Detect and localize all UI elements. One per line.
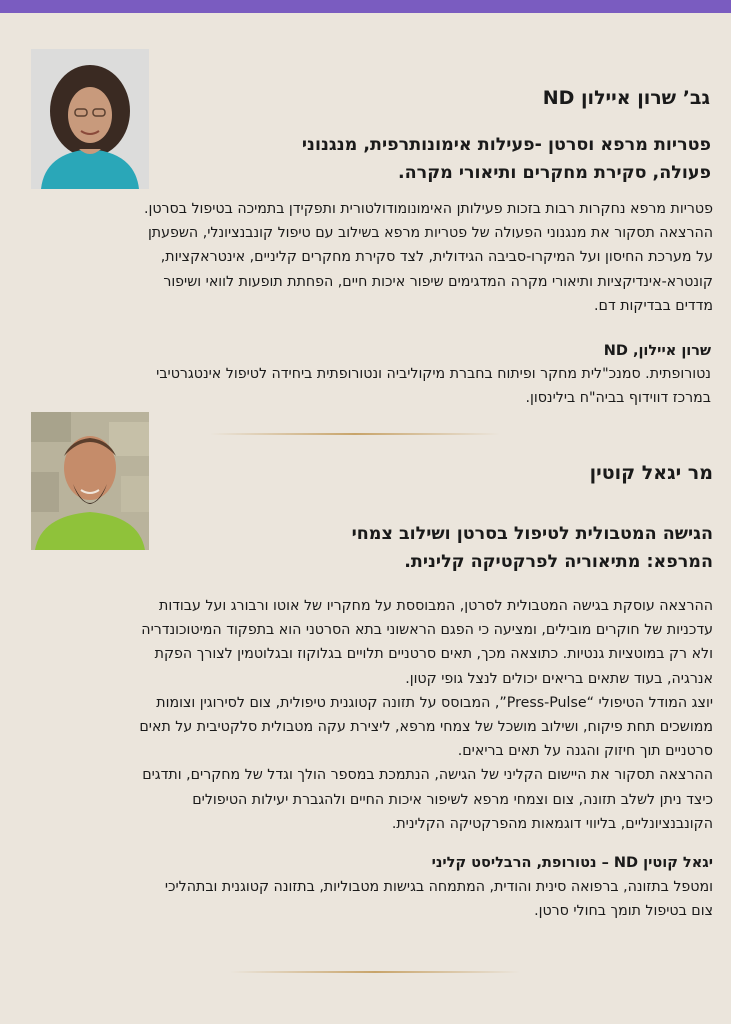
abstract-line: עדכניות של חוקרים מובילים, ומציעה כי הפגם הראשוני בתא הסרטני הוא בתפקוד המיטוכונדריה [141,622,713,639]
speaker-photo-yigal [31,412,149,550]
talk-title-line: הגישה המטבולית לטיפול בסרטן ושילוב צמחי [351,524,713,544]
section-divider [210,433,500,435]
abstract-line: ההרצאה תסקור את מנגנוני הפעולה של פטריות מרפא בשילוב עם טיפול קונבנציונלי, השפעתן [147,225,713,242]
bio-line: ומטפל בתזונה, ברפואה סינית והודית, המתמחה בגישות מטבוליות, בתזונה קטוגנית ובתהליכי [164,879,713,895]
abstract-line: ההרצאה תסקור את היישום הקליני של הגישה, הנתמכת במספר הולך וגדל של מחקרים, ותדגים [142,767,713,784]
abstract-line: ההרצאה עוסקת בגישה המטבולית לסרטן, המבוססת על מחקריו של אוטו ורבורג ועל עבודות [159,598,713,614]
abstract-line: קונטרא-אינדיקציות ותיאורי מקרה המדגימים שיפור איכות חיים, הפחתת תופעות לוואי ושיפור [163,273,713,290]
abstract-line: פטריות מרפא נחקרות רבות בזכות פעילותן האימונומודולטורית ותפקידן בתמיכה בטיפול בסרטן. [143,201,713,217]
abstract-line: כיצד ניתן לשלב תזונה, צום וצמחי מרפא לשיפור איכות החיים ולהגברת יעילות הטיפולים [192,791,713,808]
speaker-1-talk-title [191,131,711,187]
talk-title-line: המרפא: מתיאוריה לפרקטיקה קלינית. [404,552,713,572]
bio-line: במרכז דווידוף בביה"ח בילינסון. [525,390,711,407]
bio-line: צום בטיפול תומך בחולי סרטן. [534,903,713,920]
abstract-line: מדדים בבדיקות דם. [594,297,713,314]
speaker-1-name: גב’ שרון איילון ND [542,87,710,109]
abstract-line: ממושכים תחת פיקוח, ושילוב מושכל של צמחי מרפא, ליצירת עקה מטבולית סלקטיבית על תאים [139,719,713,736]
top-accent-bar [0,0,731,13]
speaker-2-abstract [19,594,713,836]
speaker-1-abstract [19,197,713,318]
abstract-line: ולא רק במוטציות גנטיות. כתוצאה מכך, תאים סרטניים תלויים בגלוקוז ובגלוטמין לצורך הפקת [154,646,713,663]
abstract-line: אנרגיה, בעוד שתאים בריאים יכולים לנצל גופי קטון. [405,670,713,687]
abstract-line: סרטניים תוך חיזוק והגנה על תאים בריאים. [457,743,713,760]
talk-title-line: פעולה, סקירת מחקרים ותיאורי מקרה. [398,163,711,183]
speaker-2-bio-heading: יגאל קוטין ND – נטורופת, הרבליסט קליני [431,855,713,871]
bio-line: נטורופתית. סמנכ"לית מחקר ופיתוח בחברת מיקוליביה ונטורופתית ביחידה לטיפול אינטגרטיבי [156,366,711,382]
speaker-2-bio [19,875,713,923]
talk-title-line: פטריות מרפא וסרטן -פעילות אימונותרפית, מנגנוני [301,135,711,155]
abstract-line: יוצג המודל הטיפולי “Press-Pulse”, המבוסס על תזונה קטוגנית טיפולית, צום לסירוגין וצומות [156,694,713,711]
abstract-line: על מערכת החיסון ועל המיקרו-סביבה הגידולית, לצד סקירת מחקרים קליניים, אינטראקציות, [160,249,713,266]
speaker-2-talk-title [233,520,713,576]
section-divider [230,971,520,973]
speaker-2-name: מר יגאל קוטין [589,462,713,484]
abstract-line: הקונבנציונליים, בליווי דוגמאות מהפרקטיקה הקלינית. [391,815,713,832]
speaker-photo-sharon [31,49,149,189]
speaker-1-bio [17,362,711,410]
speaker-1-bio-heading: שרון איילון, ND [603,343,711,359]
